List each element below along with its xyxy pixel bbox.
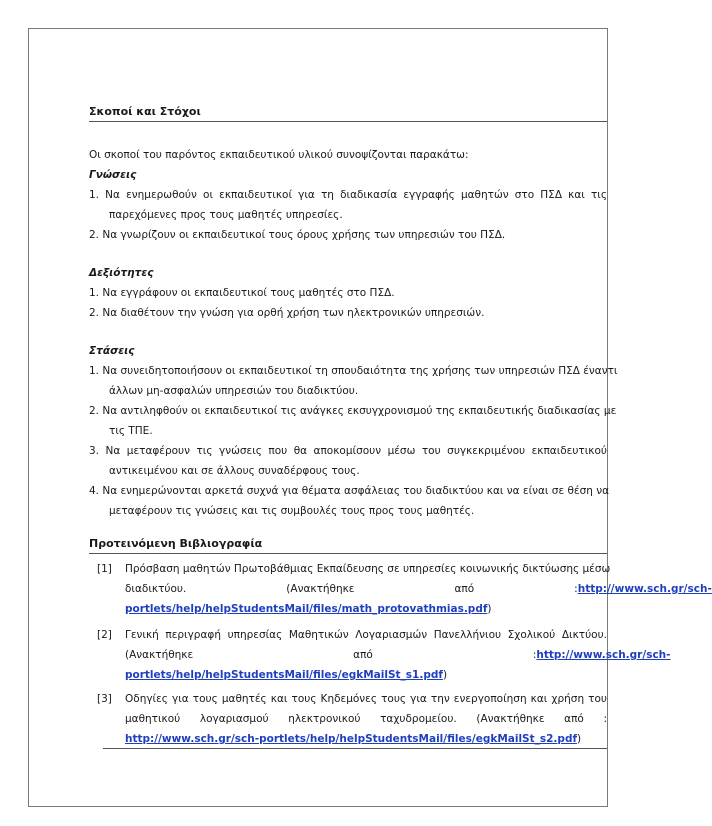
attitudes-item-1: 1. Να συνειδητοποιήσουν οι εκπαιδευτικοί τη σπουδαιότητα της χρήσης των υπηρεσιών ΠΣΔ έναντι [89, 365, 618, 377]
skills-item-1: 1. Να εγγράφουν οι εκπαιδευτικοί τους μαθητές στο ΠΣΔ. [89, 287, 395, 299]
reference-number: [2] [97, 629, 112, 641]
reference-text: (Ανακτήθηκε από : [125, 649, 537, 661]
reference-line-3 [125, 733, 607, 745]
attitudes-item-4: 4. Να ενημερώνονται αρκετά συχνά για θέματα ασφάλειας του διαδικτύου και να είναι σε θέση να [89, 485, 610, 497]
knowledge-item-2: 2. Να γνωρίζουν οι εκπαιδευτικοί τους όρους χρήσης των υπηρεσιών του ΠΣΔ. [89, 229, 506, 241]
skills-title: Δεξιότητες [89, 267, 154, 279]
reference-number: [1] [97, 563, 112, 575]
reference-text: μαθητικού λογαριασμού ηλεκτρονικού ταχυδρομείου. (Ανακτήθηκε από : [125, 713, 607, 725]
attitudes-item-1-cont: άλλων μη-ασφαλών υπηρεσιών του διαδικτύου. [109, 385, 359, 397]
reference-line-2 [125, 583, 712, 595]
attitudes-item-2: 2. Να αντιληφθούν οι εκπαιδευτικοί τις ανάγκες εκσυγχρονισμού της εκπαιδευτικής διαδικασίας με [89, 405, 617, 417]
goals-heading: Σκοποί και Στόχοι [89, 105, 607, 122]
reference-text: Γενική περιγραφή υπηρεσίας Μαθητικών Λογαριασμών Πανελλήνιου Σχολικού Δικτύου. [125, 629, 607, 641]
page-frame [28, 28, 712, 807]
bibliography-heading: Προτεινόμενη Βιβλιογραφία [89, 537, 607, 554]
reference-number: [3] [97, 693, 112, 705]
reference-link[interactable]: http://www.sch.gr/sch-portlets/help/helpStudentsMail/files/egkMailSt_s2.pdf [125, 733, 578, 745]
attitudes-item-4-cont: μεταφέρουν τις γνώσεις και τις συμβουλές τους προς τους μαθητές. [109, 505, 475, 517]
reference-text: Πρόσβαση μαθητών Πρωτοβάθμιας Εκπαίδευσης σε υπηρεσίες κοινωνικής δικτύωσης μέσω [125, 563, 611, 575]
knowledge-title: Γνώσεις [89, 169, 137, 181]
reference-link[interactable]: http://www.sch.gr/sch- [577, 583, 712, 595]
reference-close: ) [442, 669, 448, 681]
bottom-divider [103, 748, 607, 749]
reference-text: διαδικτύου. (Ανακτήθηκε από : [125, 583, 578, 595]
reference-line-3 [125, 669, 607, 681]
reference-line-2 [125, 649, 671, 661]
skills-item-2: 2. Να διαθέτουν την γνώση για ορθή χρήση των ηλεκτρονικών υπηρεσιών. [89, 307, 485, 319]
reference-line-3 [125, 603, 607, 615]
reference-link[interactable]: portlets/help/helpStudentsMail/files/math_protovathmias.pdf [125, 603, 488, 615]
knowledge-item-1-cont: παρεχόμενες προς τους μαθητές υπηρεσίες. [109, 209, 343, 221]
reference-link[interactable]: portlets/help/helpStudentsMail/files/egkMailSt_s1.pdf [125, 669, 443, 681]
reference-close: ) [577, 733, 582, 745]
goals-intro: Οι σκοποί του παρόντος εκπαιδευτικού υλικού συνοψίζονται παρακάτω: [89, 149, 469, 161]
reference-text: Οδηγίες για τους μαθητές και τους Κηδεμόνες τους για την ενεργοποίηση και χρήση του [125, 693, 607, 705]
attitudes-title: Στάσεις [89, 345, 135, 357]
reference-link[interactable]: http://www.sch.gr/sch- [536, 649, 671, 661]
attitudes-item-2-cont: τις ΤΠΕ. [109, 425, 153, 437]
attitudes-item-3: 3. Να μεταφέρουν τις γνώσεις που θα αποκομίσουν μέσω του συγκεκριμένου εκπαιδευτικού [89, 445, 607, 457]
knowledge-item-1: 1. Να ενημερωθούν οι εκπαιδευτικοί για τη διαδικασία εγγραφής μαθητών στο ΠΣΔ και τις [89, 189, 607, 201]
attitudes-item-3-cont: αντικειμένου και σε άλλους συναδέρφους τους. [109, 465, 360, 477]
reference-close: ) [487, 603, 492, 615]
